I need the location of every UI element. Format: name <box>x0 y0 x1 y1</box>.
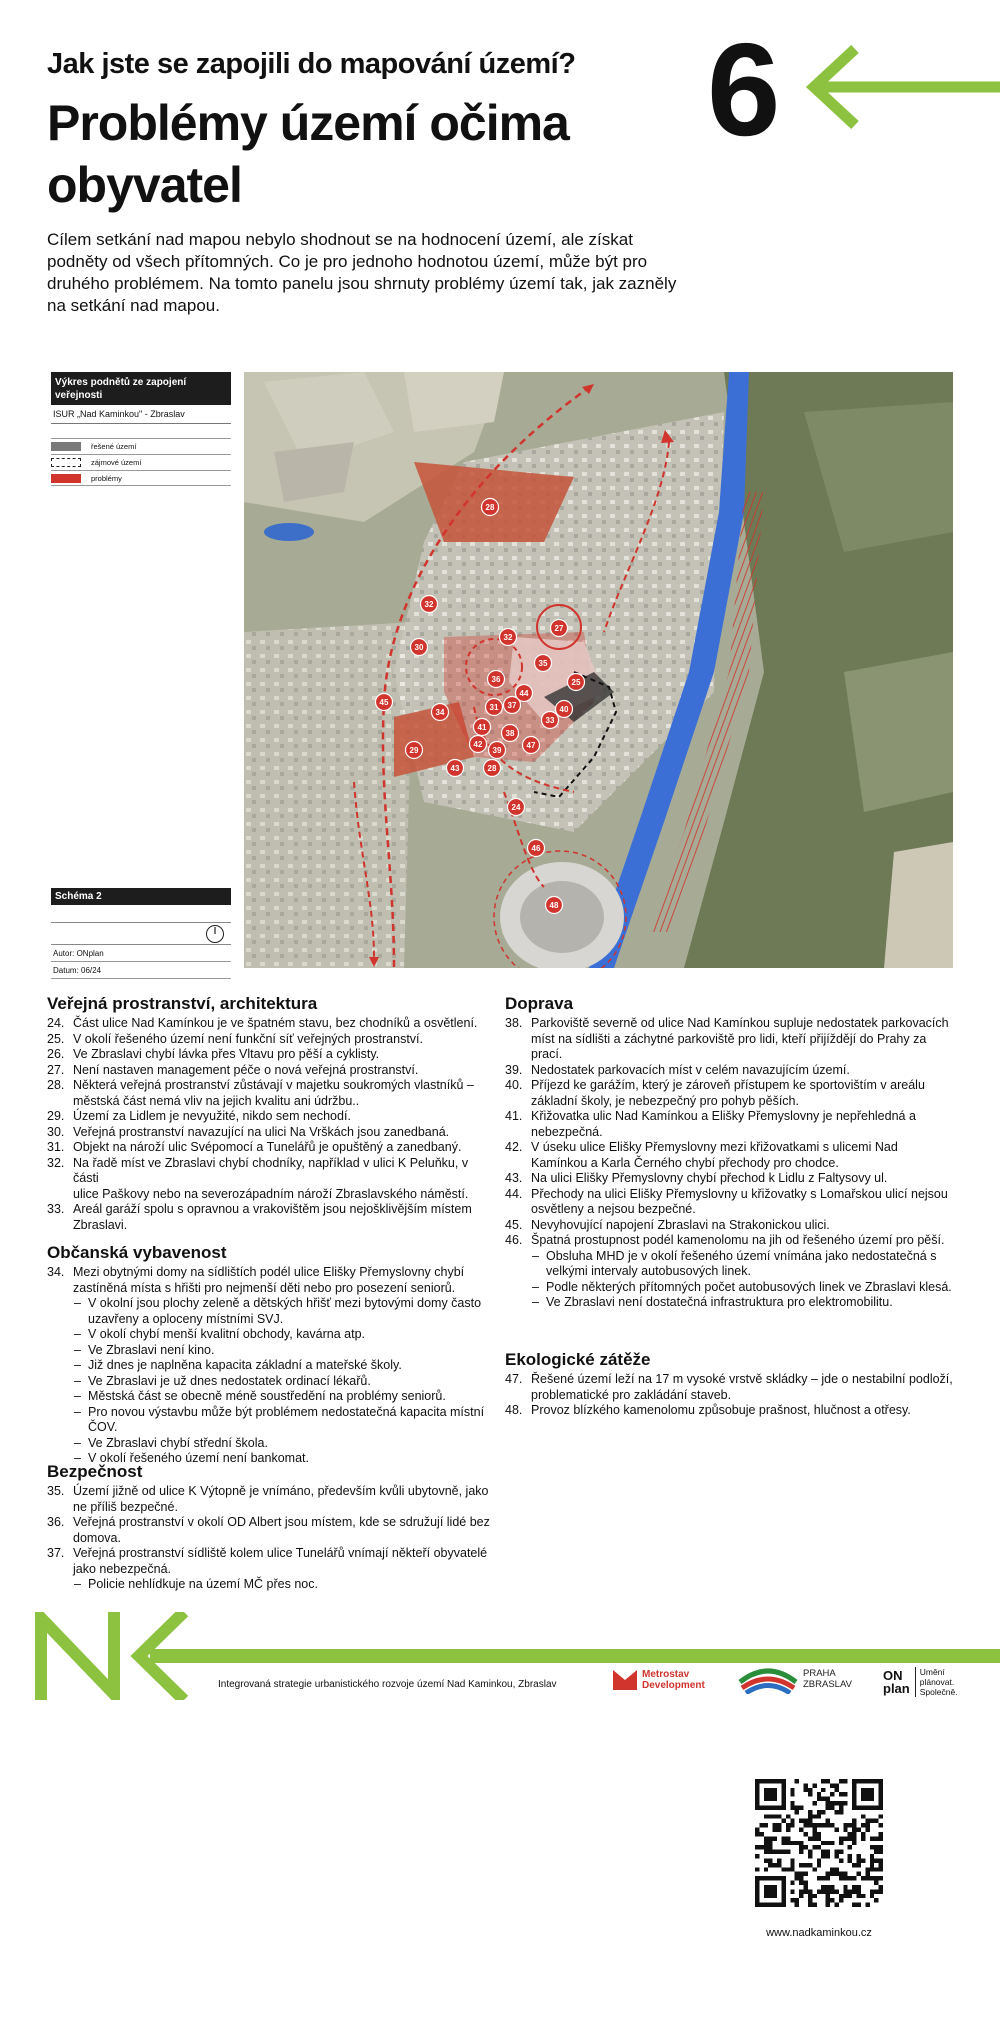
list-item <box>47 1109 497 1125</box>
svg-text:46: 46 <box>531 844 541 853</box>
praha-zbraslav-icon <box>738 1664 798 1694</box>
legend-label: zájmové území <box>91 458 142 467</box>
legend-label: řešené území <box>91 442 137 451</box>
list-item <box>47 1063 497 1079</box>
svg-text:37: 37 <box>507 701 517 710</box>
metrostav-logo: Metrostav Development <box>613 1669 705 1691</box>
section-title: Bezpečnost <box>47 1462 143 1481</box>
item-text: Některá veřejná prostranství zůstávají v majetku soukromých vlastníků – městská část nemá vliv na jejich kvalitu ani údržbu.. <box>73 1078 474 1108</box>
item-list <box>505 1372 955 1419</box>
item-text: Řešené území leží na 17 m vysoké vrstvě skládky – jde o nestabilní podloží, problematické pro zakládání staveb. <box>531 1372 953 1402</box>
title-line-1: Problémy území očima <box>47 95 569 151</box>
section-architecture <box>47 994 497 1233</box>
svg-text:28: 28 <box>487 764 497 773</box>
item-number: 26. <box>47 1047 65 1061</box>
sub-item: – Obsluha MHD je v okolí řešeného území vnímána jako nedostatečná s velkými intervaly autobusových linek. <box>505 1249 955 1280</box>
list-item <box>505 1109 955 1140</box>
svg-text:24: 24 <box>511 803 521 812</box>
svg-text:41: 41 <box>477 723 487 732</box>
section-title: Občanská vybavenost <box>47 1243 227 1262</box>
item-text: Nedostatek parkovacích míst v celém navazujícím území. <box>531 1062 850 1077</box>
item-text: Mezi obytnými domy na sídlištích podél ulice Elišky Přemyslovny chybí zastíněná místa s hřišti pro nejmenší děti nebo pro posezení seniorů. <box>73 1265 465 1295</box>
map-marker-32 <box>500 629 517 646</box>
item-number: 44. <box>505 1186 523 1201</box>
map-marker-29 <box>406 742 423 759</box>
svg-text:28: 28 <box>485 503 495 512</box>
section-title: Doprava <box>505 994 574 1013</box>
item-text: Areál garáží spolu s opravnou a vrakovištěm jsou nejošklivějším místem Zbraslavi. <box>73 1202 472 1232</box>
title-line-2: obyvatel <box>47 157 242 213</box>
list-item <box>505 1403 955 1419</box>
sub-item: – Již dnes je naplněna kapacita základní a mateřské školy. <box>74 1358 402 1372</box>
svg-text:45: 45 <box>379 698 389 707</box>
sub-text: Policie nehlídkuje na území MČ přes noc. <box>88 1577 318 1591</box>
item-number: 31. <box>47 1140 65 1154</box>
map-marker-43 <box>447 760 464 777</box>
map-marker-28 <box>484 760 501 777</box>
map-marker-24 <box>508 799 525 816</box>
legend-subtitle: ISUR „Nad Kaminkou" - Zbraslav <box>51 405 231 424</box>
item-number: 45. <box>505 1217 523 1232</box>
list-item <box>505 1372 955 1403</box>
item-number: 38. <box>505 1016 523 1030</box>
item-text: Veřejná prostranství sídliště kolem ulice Tunelářů vnímají někteří obyvatelé jako nebezpečná. <box>73 1546 488 1576</box>
sub-item: – V okolí řešeného území není bankomat. <box>74 1451 309 1465</box>
map-marker-27 <box>551 620 568 637</box>
list-item <box>47 1032 497 1048</box>
legend-title: Výkres podnětů ze zapojení veřejnosti <box>51 372 231 405</box>
item-text: Ve Zbraslavi chybí lávka přes Vltavu pro pěší a cyklisty. <box>73 1047 380 1061</box>
svg-text:31: 31 <box>489 703 499 712</box>
sub-text: Pro novou výstavbu může být problémem nedostatečná kapacita místní ČOV. <box>88 1404 485 1434</box>
page-subtitle: Jak jste se zapojili do mapování území? <box>47 48 576 80</box>
list-item <box>47 1125 497 1141</box>
map-marker-38 <box>502 725 519 742</box>
svg-text:40: 40 <box>559 705 569 714</box>
page-title <box>47 92 687 216</box>
sub-item: – Policie nehlídkuje na území MČ přes noc. <box>74 1577 318 1591</box>
legend-swatch <box>51 442 81 451</box>
section-title: Ekologické zátěže <box>505 1350 651 1369</box>
item-number: 37. <box>47 1546 65 1560</box>
legend-label: problémy <box>91 473 122 483</box>
map-marker-32 <box>421 596 438 613</box>
item-number: 25. <box>47 1031 65 1046</box>
item-number: 41. <box>505 1109 523 1123</box>
item-number: 47. <box>505 1372 523 1386</box>
praha-zbraslav-logo: PRAHA ZBRASLAV <box>738 1664 852 1694</box>
svg-text:42: 42 <box>473 740 483 749</box>
map-legend <box>51 372 231 486</box>
item-text: ulice Paškovy nebo na severozápadním nároží Zbraslavského náměstí. <box>73 1186 469 1201</box>
map-marker-41 <box>474 719 491 736</box>
svg-text:47: 47 <box>526 741 536 750</box>
item-number: 40. <box>505 1078 523 1092</box>
item-number: 29. <box>47 1109 65 1123</box>
map-svg <box>244 372 953 968</box>
list-item <box>505 1078 955 1109</box>
svg-text:43: 43 <box>450 764 460 773</box>
list-item <box>47 1546 497 1577</box>
list-item <box>505 1063 955 1079</box>
website-url[interactable]: www.nadkaminkou.cz <box>766 1927 872 1939</box>
item-number: 24. <box>47 1016 65 1030</box>
schema-author: Autor: ONplan <box>51 945 231 962</box>
qr-code[interactable] <box>755 1779 883 1907</box>
list-item <box>505 1016 955 1063</box>
sub-text: Již dnes je naplněna kapacita základní a mateřské školy. <box>88 1358 402 1372</box>
item-text: Není nastaven management péče o nová veřejná prostranství. <box>73 1062 419 1077</box>
list-item <box>47 1515 497 1546</box>
schema-title: Schéma 2 <box>51 888 231 905</box>
item-text: Na ulici Elišky Přemyslovny chybí přechod k Lidlu z Faltysovy ul. <box>531 1171 888 1185</box>
map-marker-34 <box>432 704 449 721</box>
intro-text: Cílem setkání nad mapou nebylo shodnout se na hodnocení území, ale získat podněty od všech přítomných. Co je pro jednoho hodnotou území, může být pro druhého problémem. Na tomto panelu jsou shrnuty problémy území tak, jak zazněly na setkání nad mapou. <box>47 230 677 315</box>
svg-text:39: 39 <box>492 746 502 755</box>
item-number: 35. <box>47 1484 65 1498</box>
item-text: V okolí řešeného území není funkční síť veřejných prostranství. <box>73 1031 423 1046</box>
sub-item: – Městská část se obecně méně soustředění na problémy seniorů. <box>74 1389 446 1403</box>
sub-text: Městská část se obecně méně soustředění na problémy seniorů. <box>88 1389 446 1403</box>
map-marker-33 <box>542 712 559 729</box>
item-text: Část ulice Nad Kamínkou je ve špatném stavu, bez chodníků a osvětlení. <box>73 1016 478 1030</box>
sub-item: – Ve Zbraslavi je už dnes nedostatek ordinací lékařů. <box>74 1373 371 1388</box>
list-item <box>505 1140 955 1171</box>
sub-text: Obsluha MHD je v okolí řešeného území vnímána jako nedostatečná s velkými intervaly autobusových linek. <box>546 1248 937 1278</box>
legend-item <box>51 454 231 470</box>
item-text: Parkoviště severně od ulice Nad Kamínkou supluje nedostatek parkovacích míst na sídlišti a záchytné parkoviště pro lidi, kteří přijíždějí do Prahy za prací. <box>531 1016 949 1061</box>
sub-item: – V okolí chybí menší kvalitní obchody, kavárna atp. <box>74 1327 365 1341</box>
map-marker-48 <box>546 897 563 914</box>
sub-item: – Pro novou výstavbu může být problémem nedostatečná kapacita místní ČOV. <box>47 1405 497 1436</box>
svg-text:29: 29 <box>409 746 419 755</box>
list-item <box>47 1078 497 1109</box>
metrostav-icon <box>613 1670 637 1690</box>
svg-text:32: 32 <box>503 633 513 642</box>
item-text: Přechody na ulici Elišky Přemyslovny u křižovatky s Lomařskou ulicí nejsou osvětleny a nejsou bezpečné. <box>531 1186 948 1216</box>
onplan-logo: ON plan Umění plánovat. Společně. <box>883 1667 958 1697</box>
list-item <box>47 1484 497 1515</box>
item-text: Nevyhovující napojení Zbraslavi na Strakonickou ulici. <box>531 1217 830 1232</box>
item-list <box>47 1484 497 1577</box>
svg-text:34: 34 <box>435 708 445 717</box>
item-number: 32. <box>47 1155 65 1170</box>
list-item <box>505 1233 955 1249</box>
legend-swatch <box>51 474 81 483</box>
strategy-text: Integrovaná strategie urbanistického rozvoje území Nad Kaminkou, Zbraslav <box>218 1679 557 1690</box>
svg-text:36: 36 <box>491 675 501 684</box>
sub-item: – Podle některých přítomných počet autobusových linek ve Zbraslavi klesá. <box>532 1279 952 1294</box>
sub-text: Ve Zbraslavi chybí střední škola. <box>88 1435 268 1450</box>
map-marker-35 <box>535 655 552 672</box>
item-text: Území za Lidlem je nevyužité, nikdo sem nechodí. <box>73 1109 351 1123</box>
item-text: Veřejná prostranství navazující na ulici Na Vrškách jsou zanedbaná. <box>73 1124 450 1139</box>
svg-text:30: 30 <box>414 643 424 652</box>
svg-text:33: 33 <box>545 716 555 725</box>
item-text: Území jižně od ulice K Výtopně je vnímáno, především kvůli ubytovně, jako ne příliš bezpečné. <box>73 1484 489 1514</box>
map-marker-25 <box>568 674 585 691</box>
section-ecology <box>505 1350 955 1419</box>
item-text: Příjezd ke garážím, který je zároveň přístupem ke sportovištím v areálu základní školy, je nebezpečný pro pohyb pěších. <box>531 1078 925 1108</box>
list-item <box>47 1202 497 1233</box>
item-text: Špatná prostupnost podél kamenolomu na jih od řešeného území pro pěší. <box>531 1233 945 1247</box>
sub-text: Ve Zbraslavi není dostatečná infrastruktura pro elektromobilitu. <box>546 1295 893 1309</box>
svg-text:38: 38 <box>505 729 515 738</box>
item-text: Křižovatka ulic Nad Kamínkou a Elišky Přemyslovny je nepřehledná a nebezpečná. <box>531 1109 916 1139</box>
list-item <box>47 1016 497 1032</box>
item-number: 48. <box>505 1403 523 1417</box>
item-number: 28. <box>47 1078 65 1092</box>
legend-item <box>51 470 231 486</box>
sub-item: – Ve Zbraslavi není kino. <box>74 1342 215 1357</box>
legend-item <box>51 438 231 454</box>
list-item <box>47 1156 497 1187</box>
footer-rule <box>150 1649 1000 1663</box>
map-marker-28 <box>482 499 499 516</box>
sub-text: Ve Zbraslavi není kino. <box>88 1342 215 1357</box>
section-title: Veřejná prostranství, architektura <box>47 994 318 1013</box>
item-list <box>505 1016 955 1249</box>
svg-text:35: 35 <box>538 659 548 668</box>
svg-text:32: 32 <box>424 600 434 609</box>
map-marker-46 <box>528 840 545 857</box>
sub-list <box>47 1296 497 1467</box>
item-number: 30. <box>47 1124 65 1139</box>
section-transport <box>505 994 955 1311</box>
sub-text: Podle některých přítomných počet autobusových linek ve Zbraslavi klesá. <box>546 1279 952 1294</box>
list-item <box>47 1047 497 1063</box>
item-number: 33. <box>47 1202 65 1216</box>
item-number: 36. <box>47 1515 65 1529</box>
panel-number: 6 <box>707 16 779 163</box>
sub-text: V okolí chybí menší kvalitní obchody, kavárna atp. <box>88 1327 365 1341</box>
sub-item: – V okolní jsou plochy zeleně a dětských hřišť mezi bytovými domy často uzavřeny a oploceny místními SVJ. <box>47 1296 497 1327</box>
item-text: Veřejná prostranství v okolí OD Albert jsou místem, kde se sdružují lidé bez domova. <box>73 1515 490 1545</box>
map-marker-31 <box>486 699 503 716</box>
svg-text:48: 48 <box>549 901 559 910</box>
map-marker-47 <box>523 737 540 754</box>
sub-list <box>505 1249 955 1311</box>
pond <box>264 523 314 541</box>
map-marker-36 <box>488 671 505 688</box>
sub-item: – Ve Zbraslavi není dostatečná infrastruktura pro elektromobilitu. <box>532 1295 893 1309</box>
list-item <box>505 1218 955 1234</box>
north-arrow-icon <box>205 924 225 944</box>
map-marker-39 <box>489 742 506 759</box>
item-number: 42. <box>505 1140 523 1154</box>
item-number <box>47 1187 73 1203</box>
item-text: Na řadě míst ve Zbraslavi chybí chodníky, například v ulici K Peluňku, v části <box>73 1155 469 1185</box>
map-marker-42 <box>470 736 487 753</box>
map-marker-40 <box>556 701 573 718</box>
sub-item: – Ve Zbraslavi chybí střední škola. <box>74 1435 268 1450</box>
schema-box <box>51 888 231 979</box>
item-text: V úseku ulice Elišky Přemyslovny mezi křižovatkami s ulicemi Nad Kamínkou a Karla Černého chybí přechody pro chodce. <box>531 1140 898 1170</box>
list-item <box>505 1187 955 1218</box>
item-number: 39. <box>505 1062 523 1077</box>
svg-text:27: 27 <box>554 624 564 633</box>
list-item <box>505 1171 955 1187</box>
legend-swatch <box>51 458 81 467</box>
sub-text: Ve Zbraslavi je už dnes nedostatek ordinací lékařů. <box>88 1373 371 1388</box>
svg-text:25: 25 <box>571 678 581 687</box>
schema-date: Datum: 06/24 <box>51 962 231 979</box>
section-safety <box>47 1462 497 1593</box>
sub-text: V okolní jsou plochy zeleně a dětských hřišť mezi bytovými domy často uzavřeny a oploceny místními SVJ. <box>88 1296 482 1326</box>
item-number: 27. <box>47 1062 65 1077</box>
list-item <box>47 1265 497 1296</box>
item-text: Objekt na nároží ulic Svépomocí a Tunelářů je opuštěný a zanedbaný. <box>73 1140 462 1154</box>
map-marker-44 <box>516 685 533 702</box>
item-number: 34. <box>47 1265 65 1279</box>
item-text: Provoz blízkého kamenolomu způsobuje prašnost, hlučnost a otřesy. <box>531 1403 911 1417</box>
item-number: 46. <box>505 1233 523 1247</box>
sub-text: V okolí řešeného území není bankomat. <box>88 1451 309 1465</box>
svg-text:44: 44 <box>519 689 529 698</box>
map-marker-30 <box>411 639 428 656</box>
item-number: 43. <box>505 1171 523 1185</box>
item-list <box>47 1016 497 1233</box>
arrow-left-icon <box>800 45 1000 129</box>
section-civic <box>47 1243 497 1467</box>
aerial-map <box>244 372 953 968</box>
list-item <box>47 1140 497 1156</box>
list-item <box>47 1187 497 1203</box>
map-marker-45 <box>376 694 393 711</box>
